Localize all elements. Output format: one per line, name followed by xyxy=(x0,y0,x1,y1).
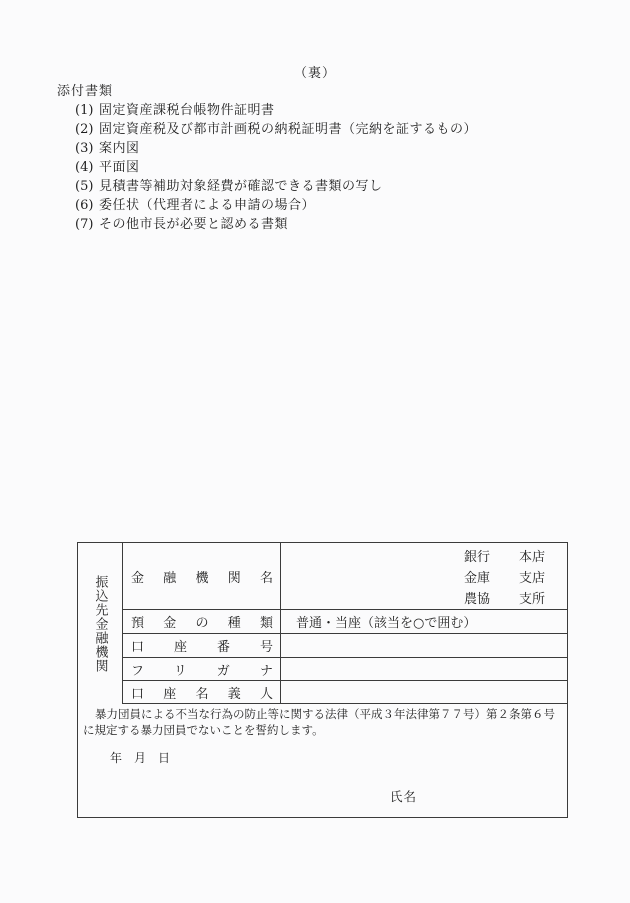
institution-value-cell xyxy=(281,543,567,609)
account-holder-value-cell xyxy=(281,681,567,703)
institution-type-shinkin: 金庫 xyxy=(463,571,490,586)
deposit-type-value: 普通・当座（該当を○で囲む） xyxy=(296,616,477,631)
attachment-item-number: (2) xyxy=(75,122,94,137)
attachment-item xyxy=(57,158,477,177)
account-number-value-cell xyxy=(281,634,567,657)
attachment-item-text: 平面図 xyxy=(99,160,140,175)
institution-option-row xyxy=(464,547,545,568)
branch-type-office: 支所 xyxy=(518,592,545,607)
attachment-item xyxy=(57,120,477,139)
pledge-name-field: 氏名 xyxy=(390,789,418,804)
attachments-title: 添付書類 xyxy=(57,84,114,99)
attachment-item-number: (6) xyxy=(75,198,94,213)
pledge-date-field: 年 月 日 xyxy=(110,751,171,765)
pledge-statement-line2: に規定する暴力団員でないことを誓約します。 xyxy=(83,722,324,737)
furigana-value-cell xyxy=(281,658,567,680)
account-number-row xyxy=(123,634,567,658)
deposit-type-row xyxy=(123,610,567,634)
anti-gang-pledge-section xyxy=(78,704,567,816)
account-holder-label: 口座名義人 xyxy=(131,686,273,702)
attachment-item-text: 案内図 xyxy=(99,141,140,156)
furigana-label-cell xyxy=(123,658,281,680)
furigana-label: フリガナ xyxy=(131,663,273,679)
attachment-item-number: (5) xyxy=(75,179,94,194)
deposit-type-label: 預金の種類 xyxy=(131,616,273,631)
institution-label-cell xyxy=(123,543,281,609)
bank-table-rows xyxy=(78,543,567,704)
account-number-label-cell xyxy=(123,634,281,657)
institution-option-row xyxy=(464,568,545,589)
attachment-item-text: 見積書等補助対象経費が確認できる書類の写し xyxy=(99,179,383,194)
attachment-item-number: (1) xyxy=(75,103,94,118)
institution-type-bank: 銀行 xyxy=(463,550,490,565)
attachment-item-number: (3) xyxy=(75,141,94,156)
attachment-item xyxy=(57,101,477,120)
attachment-item-number: (7) xyxy=(75,217,94,232)
branch-type-branch: 支店 xyxy=(518,571,545,586)
attachment-item xyxy=(57,215,477,234)
deposit-type-label-cell xyxy=(123,610,281,633)
institution-label: 金融機関名 xyxy=(131,570,273,586)
institution-row xyxy=(123,543,567,610)
pledge-statement-line1: 暴力団員による不当な行為の防止等に関する法律（平成３年法律第７７号）第２条第６号 xyxy=(95,707,555,721)
page-side-label: （裏） xyxy=(293,66,336,81)
bank-table-side-header: 振込先金融機関 xyxy=(92,574,108,673)
attachment-item xyxy=(57,139,477,158)
account-number-label: 口座番号 xyxy=(131,640,273,655)
account-holder-row xyxy=(123,681,567,704)
bank-transfer-table xyxy=(77,542,568,818)
bank-table-side-header-cell xyxy=(78,543,123,704)
attachment-item-text: 固定資産課税台帳物件証明書 xyxy=(99,103,275,118)
attachment-item-text: その他市長が必要と認める書類 xyxy=(99,217,289,232)
attachment-item-number: (4) xyxy=(75,160,94,175)
attachment-item-text: 固定資産税及び都市計画税の納税証明書（完納を証するもの） xyxy=(99,122,478,137)
account-holder-label-cell xyxy=(123,681,281,703)
deposit-type-value-cell xyxy=(281,610,567,633)
attachments-section xyxy=(57,82,477,234)
institution-option-row xyxy=(464,589,545,610)
attachment-item-text: 委任状（代理者による申請の場合） xyxy=(99,198,316,213)
bank-table-body xyxy=(123,543,567,704)
attachment-item xyxy=(57,177,477,196)
institution-type-ja: 農協 xyxy=(463,592,490,607)
furigana-row xyxy=(123,658,567,681)
attachment-item xyxy=(57,196,477,215)
branch-type-head-office: 本店 xyxy=(518,550,545,565)
